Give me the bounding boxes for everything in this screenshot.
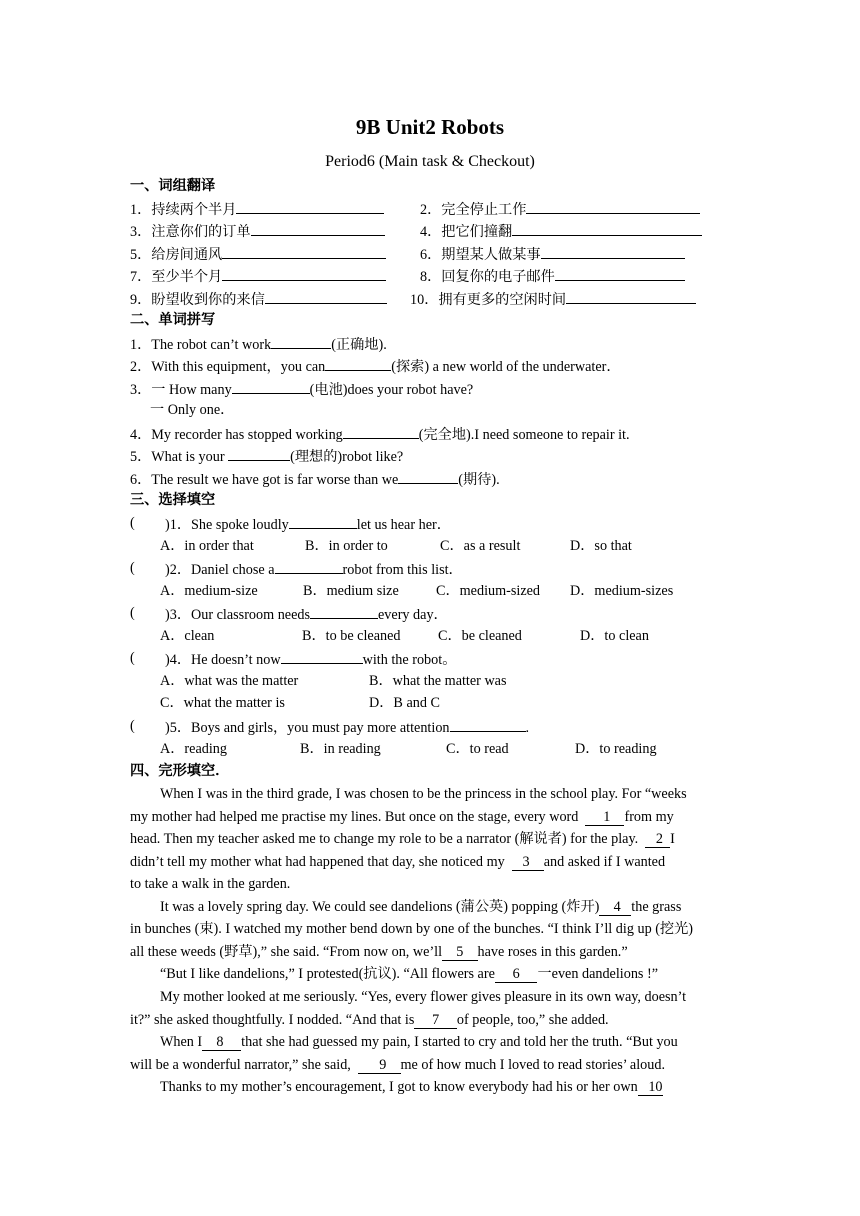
option-a: A．in order that <box>160 538 254 554</box>
option-b: B．what the matter was <box>369 673 507 689</box>
bracket-open: ( <box>130 560 135 576</box>
section1-heading: 一、词组翻译 <box>130 178 216 194</box>
option-a: A．clean <box>160 628 215 644</box>
blank-number: 10 <box>648 1079 663 1095</box>
spelling-question: 3．一 How many (电池)does your robot have? <box>130 378 473 400</box>
option-d: D．medium-sizes <box>570 583 674 599</box>
blank-number: 5 <box>456 944 464 960</box>
phrase-item: 7．至少半个月 <box>130 265 386 287</box>
choice-question: )5．Boys and girls，you must pay more attention . <box>165 716 529 738</box>
option-d: D．B and C <box>369 695 440 711</box>
bracket-open: ( <box>130 515 135 531</box>
section2-heading: 二、单词拼写 <box>130 312 216 328</box>
option-d: D．so that <box>570 538 632 554</box>
blank-number: 8 <box>216 1034 224 1050</box>
passage-line: Thanks to my mother’s encouragement, I got to know everybody had his or her own 10 <box>160 1079 663 1095</box>
passage-line: will be a wonderful narrator,” she said, 9 me of how much I loved to read stories’ aloud. <box>130 1057 665 1073</box>
blank-number: 3 <box>522 854 530 870</box>
passage-line: When I 8 that she had guessed my pain, I started to cry and told her the truth. “But you <box>160 1034 678 1050</box>
passage-line: It was a lovely spring day. We could see dandelions (蒲公英) popping (炸开) 4 the grass <box>160 899 682 915</box>
spelling-question: 1．The robot can’t work (正确地). <box>130 333 387 355</box>
bracket-open: ( <box>130 650 135 666</box>
blank-number: 9 <box>379 1057 387 1073</box>
option-c: C．medium-sized <box>436 583 541 599</box>
option-b: B．in order to <box>305 538 388 554</box>
phrase-item: 5．给房间通风 <box>130 243 386 265</box>
option-a: A．medium-size <box>160 583 258 599</box>
phrase-item: 10．拥有更多的空闲时间 <box>410 288 696 310</box>
passage-line: to take a walk in the garden. <box>130 876 291 892</box>
blank-number: 1 <box>603 809 611 825</box>
choice-question: )2．Daniel chose a robot from this list． <box>165 558 463 580</box>
blank-number: 7 <box>432 1012 440 1028</box>
spelling-answer-line: 一 Only one． <box>150 402 235 418</box>
option-c: C．to read <box>446 741 509 757</box>
choice-question: )1．She spoke loudly let us hear her． <box>165 513 451 535</box>
spelling-question: 5．What is your (理想的)robot like? <box>130 445 403 467</box>
passage-line: head. Then my teacher asked me to change my role to be a narrator (解说者) for the play. 2 I <box>130 831 675 847</box>
bracket-open: ( <box>130 718 135 734</box>
option-d: D．to clean <box>580 628 649 644</box>
section3-heading: 三、选择填空 <box>130 492 216 508</box>
phrase-item: 4．把它们撞翻 <box>420 220 702 242</box>
phrase-item: 1．持续两个半月 <box>130 198 384 220</box>
bracket-open: ( <box>130 605 135 621</box>
phrase-item: 8．回复你的电子邮件 <box>420 265 685 287</box>
phrase-item: 2．完全停止工作 <box>420 198 700 220</box>
option-d: D．to reading <box>575 741 657 757</box>
blank-number: 6 <box>512 966 520 982</box>
choice-question: )3．Our classroom needs every day． <box>165 603 448 625</box>
phrase-item: 6．期望某人做某事 <box>420 243 685 265</box>
blank-number: 2 <box>655 831 664 847</box>
passage-line: all these weeds (野草),” she said. “From now on, we’ll 5 have roses in this garden.” <box>130 944 628 960</box>
spelling-question: 4．My recorder has stopped working (完全地).I need someone to repair it. <box>130 423 630 445</box>
option-c: C．what the matter is <box>160 695 285 711</box>
option-c: C．as a result <box>440 538 521 554</box>
passage-line: “But I like dandelions,” I protested(抗议). “All flowers are 6 一even dandelions !” <box>160 966 659 982</box>
passage-line: it?” she asked thoughtfully. I nodded. “And that is 7 of people, too,” she added. <box>130 1012 609 1028</box>
option-b: B．in reading <box>300 741 381 757</box>
spelling-question: 2．With this equipment，you can (探索) a new world of the underwater． <box>130 355 621 377</box>
page-title: 9B Unit2 Robots <box>355 115 505 139</box>
choice-question: )4．He doesn’t now with the robot。 <box>165 648 456 670</box>
phrase-item: 3．注意你们的订单 <box>130 220 385 242</box>
passage-line: When I was in the third grade, I was chosen to be the princess in the school play. For “weeks <box>160 786 687 802</box>
passage-line: in bunches (束). I watched my mother bend down by one of the bunches. “I think I’ll dig up (挖光) <box>130 921 694 937</box>
spelling-question: 6．The result we have got is far worse than we (期待). <box>130 468 500 490</box>
option-b: B．to be cleaned <box>302 628 401 644</box>
page-subtitle: Period6 (Main task & Checkout) <box>325 153 535 170</box>
passage-line: my mother had helped me practise my lines. But once on the stage, every word 1 from my <box>130 809 674 825</box>
option-b: B．medium size <box>303 583 399 599</box>
phrase-item: 9．盼望收到你的来信 <box>130 288 387 310</box>
passage-line: didn’t tell my mother what had happened that day, she noticed my 3 and asked if I wanted <box>130 854 666 870</box>
option-a: A．reading <box>160 741 227 757</box>
option-a: A．what was the matter <box>160 673 299 689</box>
section4-heading: 四、完形填空． <box>130 763 230 779</box>
option-c: C．be cleaned <box>438 628 522 644</box>
blank-number: 4 <box>613 899 621 915</box>
passage-line: My mother looked at me seriously. “Yes, every flower gives pleasure in its own way, doesn’t <box>160 989 687 1005</box>
